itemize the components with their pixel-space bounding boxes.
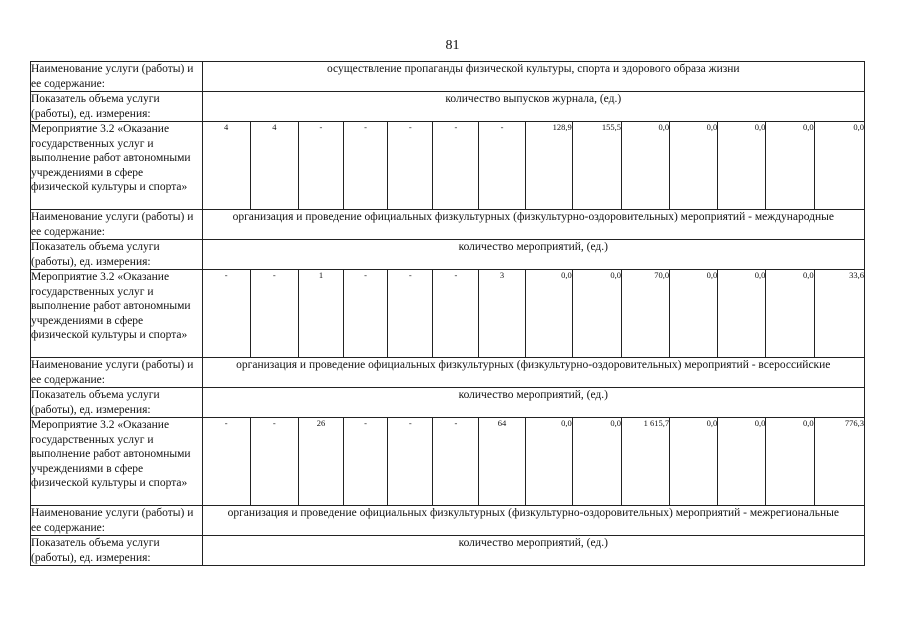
indicator-unit: количество выпусков журнала, (ед.) xyxy=(202,92,864,122)
value-cell: 0,0 xyxy=(766,270,814,358)
volume-indicator-label: Показатель объема услуги (работы), ед. измерения: xyxy=(31,388,203,418)
service-name-label: Наименование услуги (работы) и ее содержание: xyxy=(31,358,203,388)
value-cell: 128,9 xyxy=(525,122,572,210)
value-cell: - xyxy=(298,122,343,210)
value-cell: 4 xyxy=(202,122,250,210)
value-cell: - xyxy=(433,270,479,358)
event-row xyxy=(31,122,865,210)
value-cell: 0,0 xyxy=(670,122,718,210)
indicator-row xyxy=(31,92,865,122)
indicator-unit: количество мероприятий, (ед.) xyxy=(202,240,864,270)
volume-indicator-label: Показатель объема услуги (работы), ед. измерения: xyxy=(31,536,203,566)
volume-indicator-label: Показатель объема услуги (работы), ед. измерения: xyxy=(31,92,203,122)
value-cell: - xyxy=(344,270,388,358)
service-name-label: Наименование услуги (работы) и ее содержание: xyxy=(31,506,203,536)
value-cell: 70,0 xyxy=(621,270,669,358)
value-cell: 0,0 xyxy=(766,122,814,210)
value-cell: 0,0 xyxy=(525,270,572,358)
value-cell: 0,0 xyxy=(718,122,766,210)
value-cell: - xyxy=(388,270,433,358)
value-cell: 64 xyxy=(479,418,525,506)
service-description: осуществление пропаганды физической культуры, спорта и здорового образа жизни xyxy=(202,62,864,92)
value-cell: 0,0 xyxy=(670,270,718,358)
indicator-row xyxy=(31,388,865,418)
value-cell: 3 xyxy=(479,270,525,358)
value-cell: - xyxy=(388,122,433,210)
value-cell: 0,0 xyxy=(718,270,766,358)
volume-indicator-label: Показатель объема услуги (работы), ед. измерения: xyxy=(31,240,203,270)
event-label: Мероприятие 3.2 «Оказание государственных услуг и выполнение работ автономными учреждениями в сфере физической культуры и спорта» xyxy=(31,270,203,358)
value-cell: 0,0 xyxy=(814,122,864,210)
event-label: Мероприятие 3.2 «Оказание государственных услуг и выполнение работ автономными учреждениями в сфере физической культуры и спорта» xyxy=(31,418,203,506)
value-cell: 1 xyxy=(298,270,343,358)
value-cell: - xyxy=(479,122,525,210)
value-cell: 0,0 xyxy=(718,418,766,506)
value-cell: 33,6 xyxy=(814,270,864,358)
service-row xyxy=(31,506,865,536)
service-row xyxy=(31,358,865,388)
value-cell: 26 xyxy=(298,418,343,506)
event-row xyxy=(31,418,865,506)
value-cell: - xyxy=(202,418,250,506)
indicator-row xyxy=(31,240,865,270)
indicator-unit: количество мероприятий, (ед.) xyxy=(202,536,864,566)
service-description: организация и проведение официальных физкультурных (физкультурно-оздоровительных) мероприятий - всероссийские xyxy=(202,358,864,388)
value-cell: 1 615,7 xyxy=(621,418,669,506)
value-cell: 0,0 xyxy=(670,418,718,506)
event-row xyxy=(31,270,865,358)
value-cell: - xyxy=(388,418,433,506)
value-cell: 4 xyxy=(250,122,298,210)
value-cell: - xyxy=(344,122,388,210)
value-cell: - xyxy=(250,270,298,358)
service-description: организация и проведение официальных физкультурных (физкультурно-оздоровительных) мероприятий - межрегиональные xyxy=(202,506,864,536)
value-cell: 0,0 xyxy=(766,418,814,506)
value-cell: 776,3 xyxy=(814,418,864,506)
value-cell: - xyxy=(344,418,388,506)
service-description: организация и проведение официальных физкультурных (физкультурно-оздоровительных) мероприятий - международные xyxy=(202,210,864,240)
page-number: 81 xyxy=(445,38,460,53)
indicator-row xyxy=(31,536,865,566)
value-cell: 0,0 xyxy=(572,270,621,358)
value-cell: - xyxy=(433,122,479,210)
services-table xyxy=(30,61,865,566)
value-cell: 155,5 xyxy=(572,122,621,210)
indicator-unit: количество мероприятий, (ед.) xyxy=(202,388,864,418)
service-row xyxy=(31,62,865,92)
value-cell: - xyxy=(433,418,479,506)
value-cell: 0,0 xyxy=(572,418,621,506)
value-cell: - xyxy=(250,418,298,506)
value-cell: - xyxy=(202,270,250,358)
value-cell: 0,0 xyxy=(621,122,669,210)
event-label: Мероприятие 3.2 «Оказание государственных услуг и выполнение работ автономными учреждениями в сфере физической культуры и спорта» xyxy=(31,122,203,210)
service-name-label: Наименование услуги (работы) и ее содержание: xyxy=(31,62,203,92)
value-cell: 0,0 xyxy=(525,418,572,506)
table-body xyxy=(31,62,865,566)
service-name-label: Наименование услуги (работы) и ее содержание: xyxy=(31,210,203,240)
service-row xyxy=(31,210,865,240)
